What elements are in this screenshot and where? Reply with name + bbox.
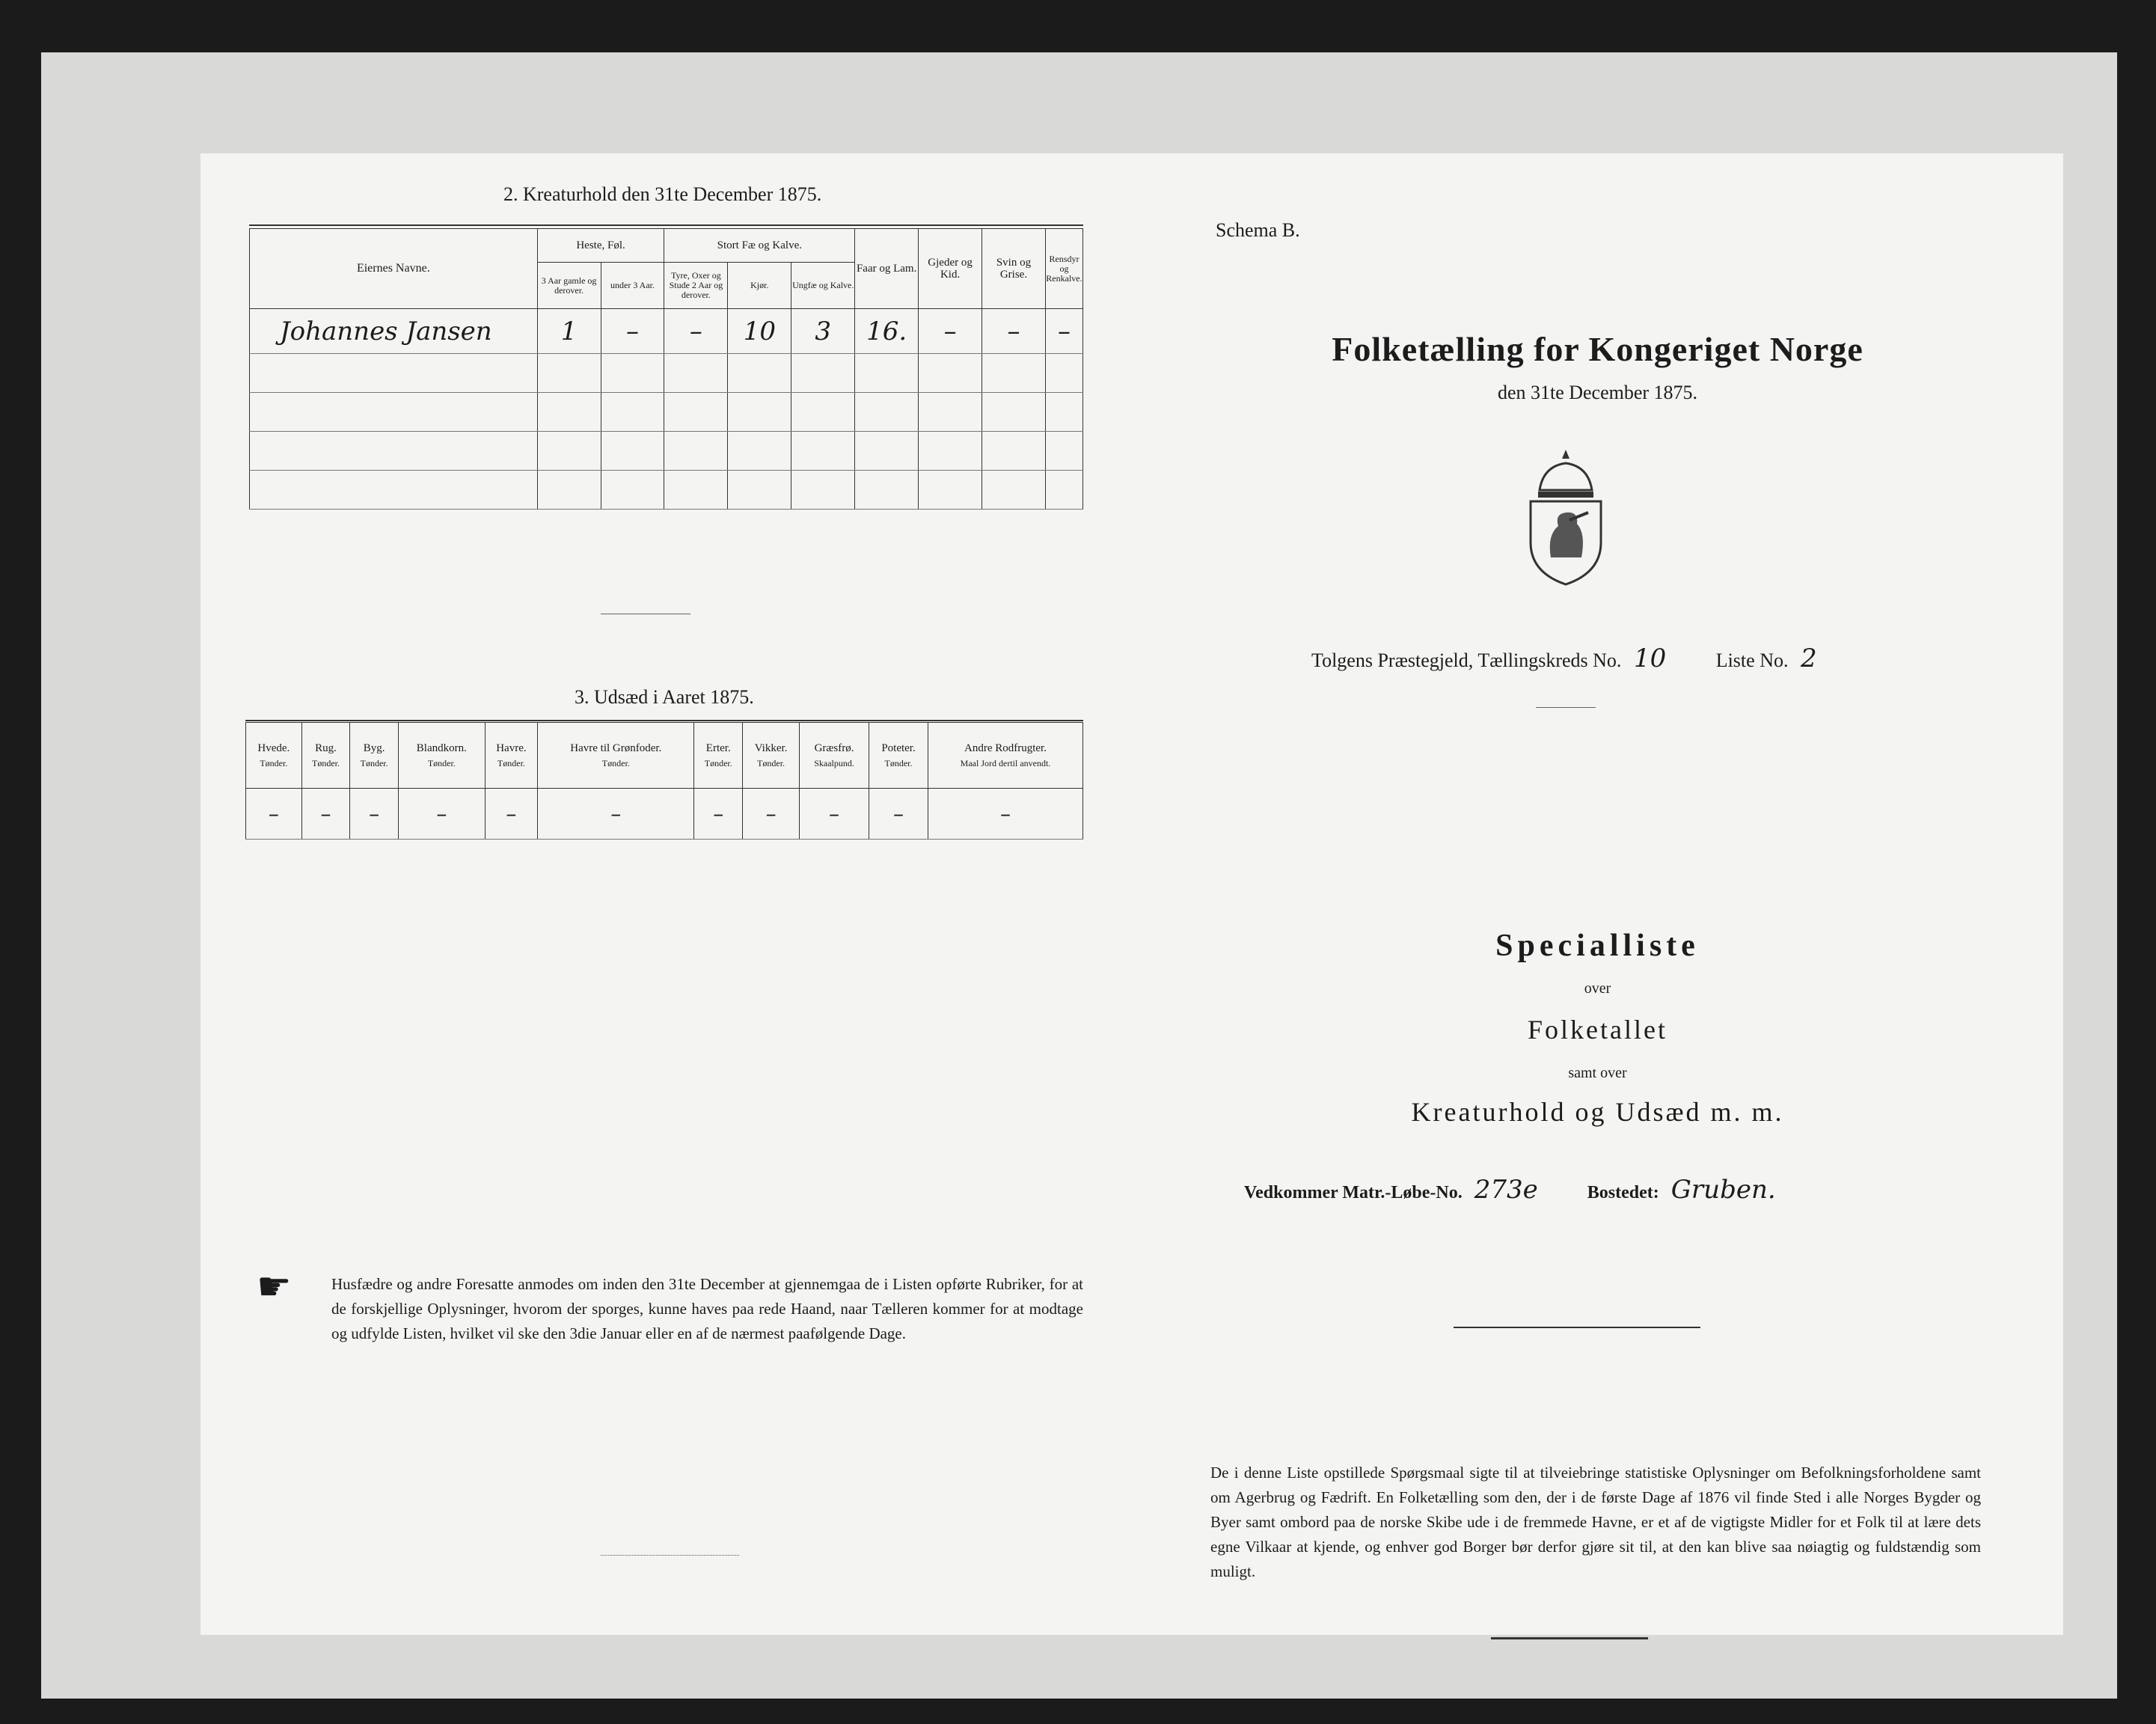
seed-column-unit: Maal Jord dertil anvendt. (960, 758, 1051, 768)
seed-value-cell: – (350, 789, 399, 840)
sheep-cell: 16. (855, 309, 919, 354)
horses-group-header: Heste, Føl. (537, 229, 664, 263)
livestock-title: 2. Kreaturhold den 31te December 1875. (503, 183, 822, 205)
parish-label: Præstegjeld, (1377, 649, 1474, 671)
schema-label: Schema B. (1216, 219, 1300, 241)
seed-column-name: Byg. (363, 742, 385, 754)
samt-over-label: samt over (1568, 1065, 1627, 1081)
goats-cell: – (919, 309, 982, 354)
seed-column-header (743, 723, 800, 789)
matrikkel-number: 273e (1474, 1175, 1538, 1205)
seed-value-cell: – (800, 789, 869, 840)
seed-column-header (800, 723, 869, 789)
census-title: Folketælling for Kongeriget Norge (1332, 330, 1863, 368)
seed-title: 3. Udsæd i Aaret 1875. (575, 686, 754, 708)
seed-table (245, 722, 1083, 840)
table-row (250, 432, 1083, 471)
seed-column-unit: Tønder. (311, 758, 340, 768)
table-row (250, 393, 1083, 432)
seed-column-header (246, 723, 302, 789)
seed-value-cell: – (694, 789, 743, 840)
seed-value-cell: – (485, 789, 537, 840)
livestock-top-rule (249, 224, 1083, 226)
district-label: Tællingskreds No. (1477, 649, 1622, 671)
bottom-rule (1491, 1637, 1648, 1639)
folketallet-label: Folketallet (1528, 1015, 1667, 1045)
seed-value-cell: – (869, 789, 928, 840)
seed-value-cell: – (301, 789, 350, 840)
separator-rule (1454, 1327, 1700, 1328)
seed-value-cell: – (398, 789, 485, 840)
seed-column-name: Havre til Grønfoder. (570, 742, 662, 754)
table-row (250, 354, 1083, 393)
seed-value-cell: – (246, 789, 302, 840)
bulls-cell: – (664, 309, 728, 354)
cows-header: Kjør. (728, 263, 791, 309)
special-list-title: Specialliste (1495, 929, 1700, 963)
seed-column-header (301, 723, 350, 789)
seed-value-cell: – (538, 789, 694, 840)
matrikkel-label: Vedkommer Matr.-Løbe-No. (1244, 1183, 1463, 1202)
seed-column-unit: Skaalpund. (814, 758, 854, 768)
list-label: Liste No. (1715, 649, 1789, 671)
cows-cell: 10 (728, 309, 791, 354)
seed-column-header (869, 723, 928, 789)
horse-young-cell: – (601, 309, 664, 354)
seed-column-header (928, 723, 1083, 789)
parish-line (1311, 644, 1817, 673)
owner-name-cell: Johannes Jansen (250, 309, 538, 354)
seed-top-rule (245, 720, 1083, 721)
seed-column-name: Erter. (705, 742, 731, 754)
parish-name: Tolgens (1311, 649, 1373, 671)
seed-column-name: Vikker. (754, 742, 788, 754)
kreaturhold-label: Kreaturhold og Udsæd m. m. (1411, 1097, 1784, 1127)
seed-column-header (538, 723, 694, 789)
right-page (1132, 153, 2063, 1635)
separator-rule (1536, 707, 1596, 708)
seed-column-unit: Tønder. (884, 758, 913, 768)
bottom-ornament-rule (601, 1555, 739, 1556)
bosted-label: Bostedet: (1587, 1183, 1659, 1202)
pigs-header: Svin og Grise. (982, 229, 1046, 309)
seed-column-header (398, 723, 485, 789)
seed-column-unit: Tønder. (757, 758, 785, 768)
table-row (250, 309, 1083, 354)
over-label: over (1584, 980, 1611, 997)
seed-column-unit: Tønder. (427, 758, 456, 768)
livestock-table (249, 228, 1083, 510)
district-number: 10 (1633, 644, 1667, 673)
seed-column-unit: Tønder. (497, 758, 525, 768)
seed-column-unit: Tønder. (360, 758, 388, 768)
seed-column-name: Hvede. (257, 742, 290, 754)
horse-old-header: 3 Aar gamle og derover. (537, 263, 601, 309)
footnote-paragraph: De i denne Liste opstillede Spørgsmaal sigte til at tilveiebringe statistiske Oplysninger om Befolkningsforholdene samt om Agerbrug og Fædrift. En Folketælling som den, der i de første Dage af 1876 vil finde Sted i alle Norges Bygder og Byer samt ombord paa de norske Skibe ude i de fremmede Havne, er et af de vigtigste Midler for et Folk til at lære dets egne Vilkaar at kjende, og enhver god Borger bør derfor gjøre sit til, at den kan blive saa nøiagtig og fuldstændig som muligt. (1210, 1464, 1981, 1580)
goats-header: Gjeder og Kid. (919, 229, 982, 309)
seed-column-name: Rug. (315, 742, 337, 754)
seed-column-name: Andre Rodfrugter. (964, 742, 1047, 754)
seed-value-cell: – (928, 789, 1083, 840)
seed-column-unit: Tønder. (260, 758, 288, 768)
pointing-hand-icon: ☛ (257, 1266, 292, 1309)
seed-column-unit: Tønder. (601, 758, 630, 768)
notice-paragraph: Husfædre og andre Foresatte anmodes om inden den 31te December at gjennemgaa de i Listen opførte Rubriker, for at de forskjellige Oplysninger, hvorom der sporges, kunne haves paa rede Haand, naar Tælleren kommer for at modtage og udfylde Listen, hvilket vil ske den 3die Januar eller en af de nærmest paafølgende Dage. (331, 1275, 1083, 1342)
seed-column-name: Græsfrø. (814, 742, 854, 754)
horse-old-cell: 1 (537, 309, 601, 354)
young-cattle-cell: 3 (791, 309, 855, 354)
reindeer-header: Rensdyr og Renkalve. (1045, 229, 1082, 309)
coat-of-arms-icon (1525, 445, 1607, 587)
horse-young-header: under 3 Aar. (601, 263, 664, 309)
census-date: den 31te December 1875. (1497, 382, 1698, 403)
pigs-cell: – (982, 309, 1046, 354)
table-row (250, 471, 1083, 510)
matrikkel-line (1244, 1175, 1776, 1205)
cattle-group-header: Stort Fæ og Kalve. (664, 229, 855, 263)
left-page (200, 153, 1134, 1635)
seed-column-name: Poteter. (881, 742, 916, 754)
seed-value-cell: – (743, 789, 800, 840)
seed-column-unit: Tønder. (704, 758, 732, 768)
seed-column-header (485, 723, 537, 789)
bulls-header: Tyre, Oxer og Stude 2 Aar og derover. (664, 263, 728, 309)
list-number: 2 (1800, 644, 1817, 673)
young-cattle-header: Ungfæ og Kalve. (791, 263, 855, 309)
sheep-header: Faar og Lam. (855, 229, 919, 309)
seed-column-header (694, 723, 743, 789)
reindeer-cell: – (1045, 309, 1082, 354)
seed-column-name: Blandkorn. (416, 742, 467, 754)
seed-column-name: Havre. (496, 742, 527, 754)
owner-name-header: Eiernes Navne. (250, 229, 538, 309)
seed-column-header (350, 723, 399, 789)
bosted-value: Gruben. (1670, 1175, 1776, 1205)
